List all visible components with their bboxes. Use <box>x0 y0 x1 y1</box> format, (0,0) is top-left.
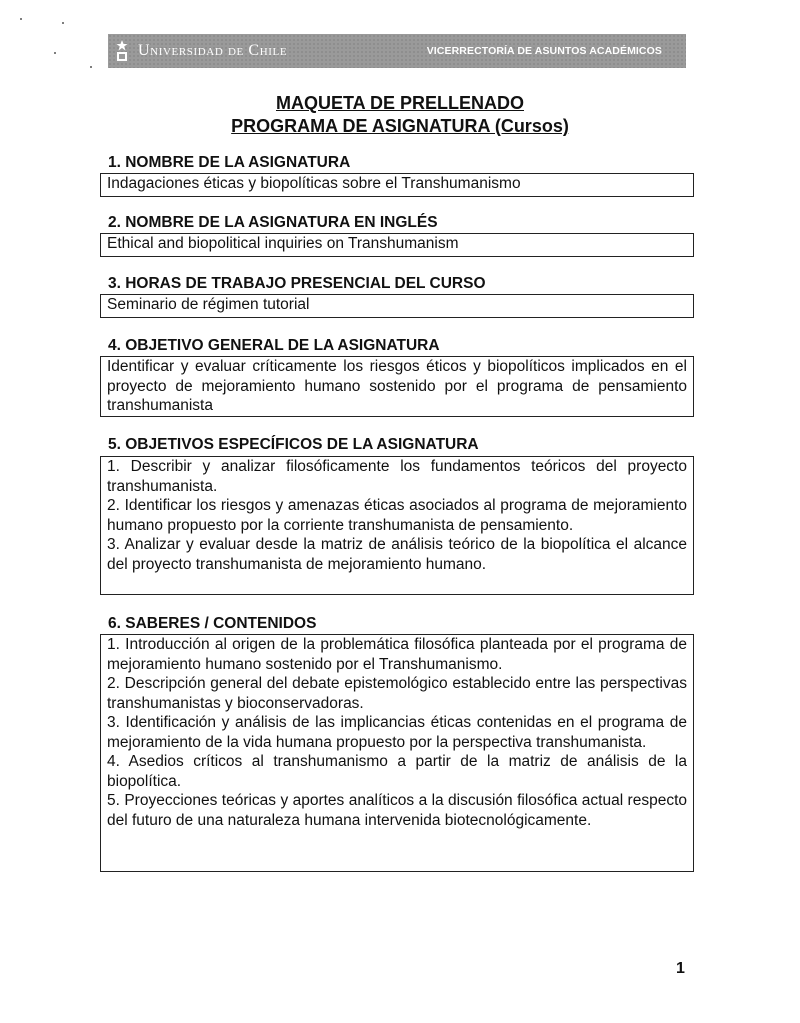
university-crest-icon <box>114 39 130 63</box>
section-1-heading: 1. NOMBRE DE LA ASIGNATURA <box>108 154 351 171</box>
university-logo <box>114 39 287 63</box>
section-1-box <box>100 173 694 197</box>
content-item: 2. Descripción general del debate epistemológico establecido entre las perspectivas transhumanistas y bioconservadoras. <box>107 675 687 712</box>
section-3-box <box>100 294 694 318</box>
university-name: Universidad de Chile <box>138 42 288 59</box>
content-item: 3. Identificación y análisis de las implicancias éticas contenidas en el programa de mejoramiento de la vida humana propuesto por la perspectiva transhumanista. <box>107 714 687 751</box>
scan-speck <box>90 66 92 68</box>
university-header-bar <box>108 34 686 68</box>
document-title: MAQUETA DE PRELLENADO <box>275 93 524 113</box>
page-number: 1 <box>676 960 685 977</box>
department-name: VICERRECTORÍA DE ASUNTOS ACADÉMICOS <box>426 45 662 57</box>
section-1-text: Indagaciones éticas y biopolíticas sobre el Transhumanismo <box>107 175 521 192</box>
section-4-heading: 4. OBJETIVO GENERAL DE LA ASIGNATURA <box>108 337 440 354</box>
section-2-heading: 2. NOMBRE DE LA ASIGNATURA EN INGLÉS <box>108 214 438 231</box>
section-3-text: Seminario de régimen tutorial <box>107 296 310 313</box>
objective-item: 3. Analizar y evaluar desde la matriz de análisis teórico de la biopolítica el alcance del proyecto transhumanista de mejoramiento humano. <box>107 536 687 573</box>
section-2-text: Ethical and biopolitical inquiries on Transhumanism <box>107 235 459 252</box>
objective-item: 2. Identificar los riesgos y amenazas éticas asociados al programa de mejoramiento humano propuesto por la corriente transhumanista de pensamiento. <box>107 497 687 534</box>
content-item: 4. Asedios críticos al transhumanismo a partir de la matriz de análisis de la biopolítica. <box>107 753 687 790</box>
content-item: 5. Proyecciones teóricas y aportes analíticos a la discusión filosófica actual respecto del futuro de una naturaleza humana intervenida biotecnológicamente. <box>107 792 687 829</box>
section-4-text: Identificar y evaluar críticamente los riesgos éticos y biopolíticos implicados en el proyecto de mejoramiento humano sostenido por el programa de pensamiento transhumanista <box>107 358 687 414</box>
section-4-box <box>100 356 694 417</box>
section-2-box <box>100 233 694 257</box>
section-3-heading: 3. HORAS DE TRABAJO PRESENCIAL DEL CURSO <box>108 275 486 292</box>
objective-item: 1. Describir y analizar filosóficamente los fundamentos teóricos del proyecto transhumanista. <box>107 458 687 495</box>
document-subtitle: PROGRAMA DE ASIGNATURA (Cursos) <box>231 116 569 136</box>
section-6-box <box>100 634 694 872</box>
section-5-heading: 5. OBJETIVOS ESPECÍFICOS DE LA ASIGNATURA <box>108 436 479 453</box>
scan-speck <box>62 22 64 24</box>
section-5-box <box>100 456 694 595</box>
scan-speck <box>54 52 56 54</box>
section-6-heading: 6. SABERES / CONTENIDOS <box>108 615 317 632</box>
scan-speck <box>20 18 22 20</box>
content-item: 1. Introducción al origen de la problemática filosófica planteada por el programa de mejoramiento humano sostenido por el Transhumanismo. <box>107 636 687 673</box>
